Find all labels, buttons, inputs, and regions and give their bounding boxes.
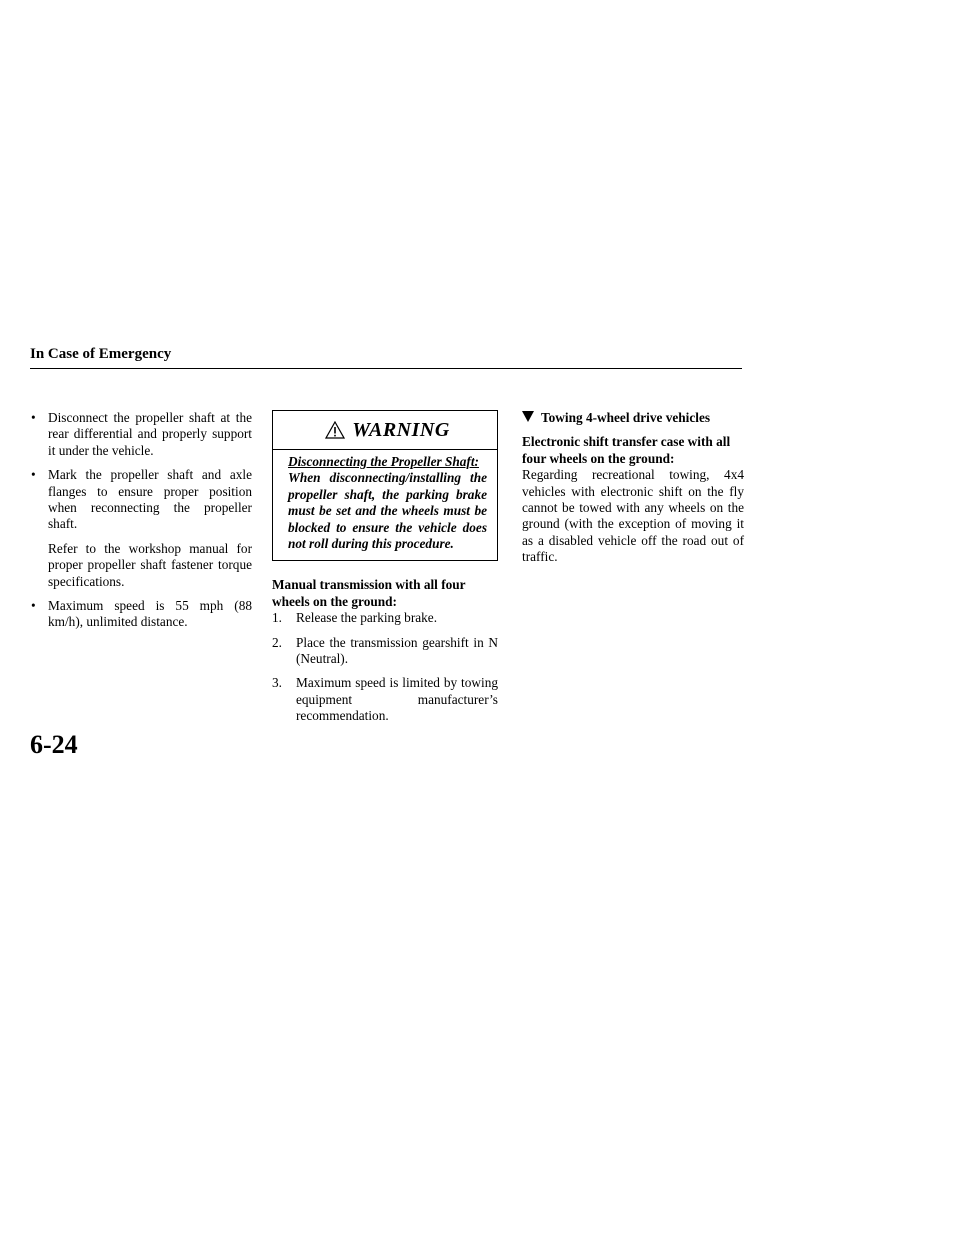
list-item bbox=[30, 410, 252, 459]
towing-heading bbox=[522, 410, 744, 426]
step-number: 1. bbox=[272, 610, 282, 626]
list-item bbox=[30, 467, 252, 590]
bullet-text: Refer to the workshop manual for proper propeller shaft fastener torque specifications. bbox=[48, 540, 252, 589]
bullet-text: Maximum speed is 55 mph (88 km/h), unlimited distance. bbox=[48, 598, 252, 630]
warning-divider bbox=[273, 449, 497, 450]
header-rule bbox=[30, 368, 742, 369]
right-column bbox=[522, 410, 744, 566]
list-item bbox=[272, 675, 498, 724]
warning-header bbox=[288, 417, 487, 443]
manual-transmission-heading: Manual transmission with all four wheels on the ground: bbox=[272, 577, 466, 609]
step-text: Maximum speed is limited by towing equipment manufacturer’s recommendation. bbox=[296, 675, 498, 724]
step-number: 2. bbox=[272, 634, 282, 650]
warning-triangle-icon bbox=[325, 421, 345, 439]
section-title: In Case of Emergency bbox=[30, 346, 172, 362]
warning-box bbox=[272, 410, 498, 561]
down-triangle-icon bbox=[522, 411, 534, 422]
towing-body-text: Regarding recreational towing, 4x4 vehicles with electronic shift on the fly cannot be towed with any wheels on the ground (with the exception of moving it as a disabled vehicle off the road out of traffic. bbox=[522, 467, 744, 565]
middle-column bbox=[272, 410, 498, 733]
bullet-icon: • bbox=[31, 410, 36, 425]
bullet-text: Mark the propeller shaft and axle flanges to ensure proper position when reconnecting the propeller shaft. bbox=[48, 467, 252, 532]
list-item bbox=[272, 635, 498, 668]
bullet-icon: • bbox=[31, 467, 36, 483]
warning-text: When disconnecting/installing the propeller shaft, the parking brake must be set and the wheels must be blocked to ensure the vehicle does not roll during this procedure. bbox=[288, 470, 487, 552]
warning-subtitle: Disconnecting the Propeller Shaft: bbox=[288, 454, 479, 469]
towing-title: Towing 4-wheel drive vehicles bbox=[541, 410, 711, 425]
bullet-text: Disconnect the propeller shaft at the rear differential and properly support it under the vehicle. bbox=[48, 410, 252, 458]
list-item bbox=[30, 598, 252, 631]
steps-list bbox=[272, 610, 498, 724]
step-number: 3. bbox=[272, 675, 282, 691]
step-text: Release the parking brake. bbox=[296, 610, 438, 626]
page-number: 6-24 bbox=[30, 730, 78, 759]
bullet-icon: • bbox=[31, 598, 36, 614]
left-column bbox=[30, 410, 252, 639]
bullet-list bbox=[30, 410, 252, 631]
list-item bbox=[272, 610, 498, 626]
electronic-shift-heading: Electronic shift transfer case with all four wheels on the ground: bbox=[522, 434, 731, 466]
warning-label: WARNING bbox=[352, 418, 450, 441]
step-text: Place the transmission gearshift in N (Neutral). bbox=[296, 634, 498, 667]
